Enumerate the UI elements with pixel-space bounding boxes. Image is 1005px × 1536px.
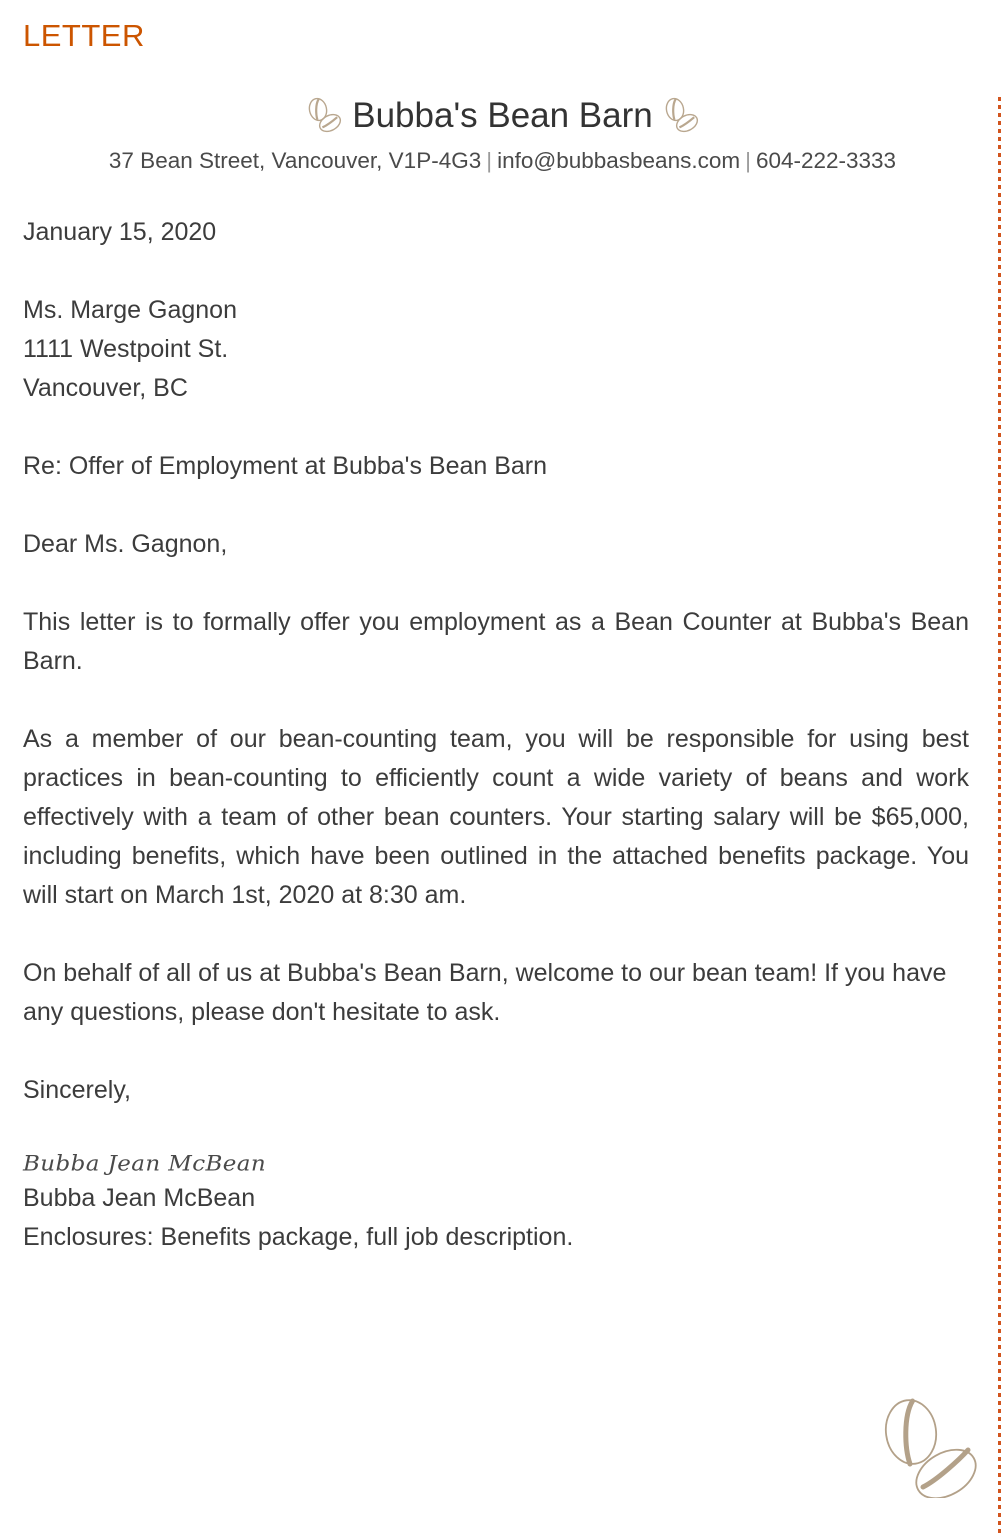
spacer — [23, 1032, 969, 1071]
recipient-name: Ms. Marge Gagnon — [23, 296, 237, 324]
letterhead — [0, 92, 1005, 176]
company-address: 37 Bean Street, Vancouver, V1P-4G3 — [108, 148, 482, 173]
contact-line — [0, 146, 1005, 176]
body-paragraph-3: On behalf of all of us at Bubba's Bean Barn, welcome to our bean team! If you have any questions, please don't hesitate to ask. — [23, 959, 947, 1026]
contact-separator-2: | — [745, 148, 751, 173]
letter-body — [23, 213, 969, 1257]
company-name: Bubba's Bean Barn — [352, 96, 653, 135]
company-email[interactable]: info@bubbasbeans.com — [497, 148, 741, 173]
spacer — [23, 564, 969, 603]
recipient-street: 1111 Westpoint St. — [23, 335, 229, 363]
company-phone[interactable]: 604-222-3333 — [755, 148, 897, 173]
document-type-label: LETTER — [23, 18, 145, 53]
coffee-beans-icon-left — [302, 96, 346, 136]
letter-date: January 15, 2020 — [23, 218, 217, 246]
spacer — [23, 252, 969, 291]
spacer — [23, 408, 969, 447]
spacer — [23, 486, 969, 525]
coffee-beans-icon-right — [659, 96, 703, 136]
subject-line: Re: Offer of Employment at Bubba's Bean Barn — [23, 452, 548, 480]
signer-name: Bubba Jean McBean — [23, 1184, 256, 1212]
spacer — [23, 915, 969, 954]
body-paragraph-2: As a member of our bean-counting team, you will be responsible for using best practices in bean-counting to efficiently count a wide variety of beans and work effectively with a team of other bean counters. Your starting salary will be $65,000, including benefits, which have been outlined in the attached benefits package. You will start on March 1st, 2020 at 8:30 am. — [23, 725, 969, 909]
signature-script: Bubba Jean McBean — [23, 1152, 267, 1176]
contact-separator-1: | — [486, 148, 493, 173]
company-title-row — [0, 92, 1005, 140]
closing-salutation: Sincerely, — [23, 1076, 131, 1104]
salutation: Dear Ms. Gagnon, — [23, 530, 228, 558]
spacer — [23, 681, 969, 720]
body-paragraph-1: This letter is to formally offer you employment as a Bean Counter at Bubba's Bean Barn. — [23, 608, 969, 675]
enclosures-line: Enclosures: Benefits package, full job description. — [23, 1223, 574, 1251]
spacer — [23, 1110, 969, 1149]
recipient-city: Vancouver, BC — [23, 374, 188, 402]
dotted-vertical-rule — [998, 97, 1001, 1536]
coffee-beans-icon-corner — [875, 1390, 983, 1498]
